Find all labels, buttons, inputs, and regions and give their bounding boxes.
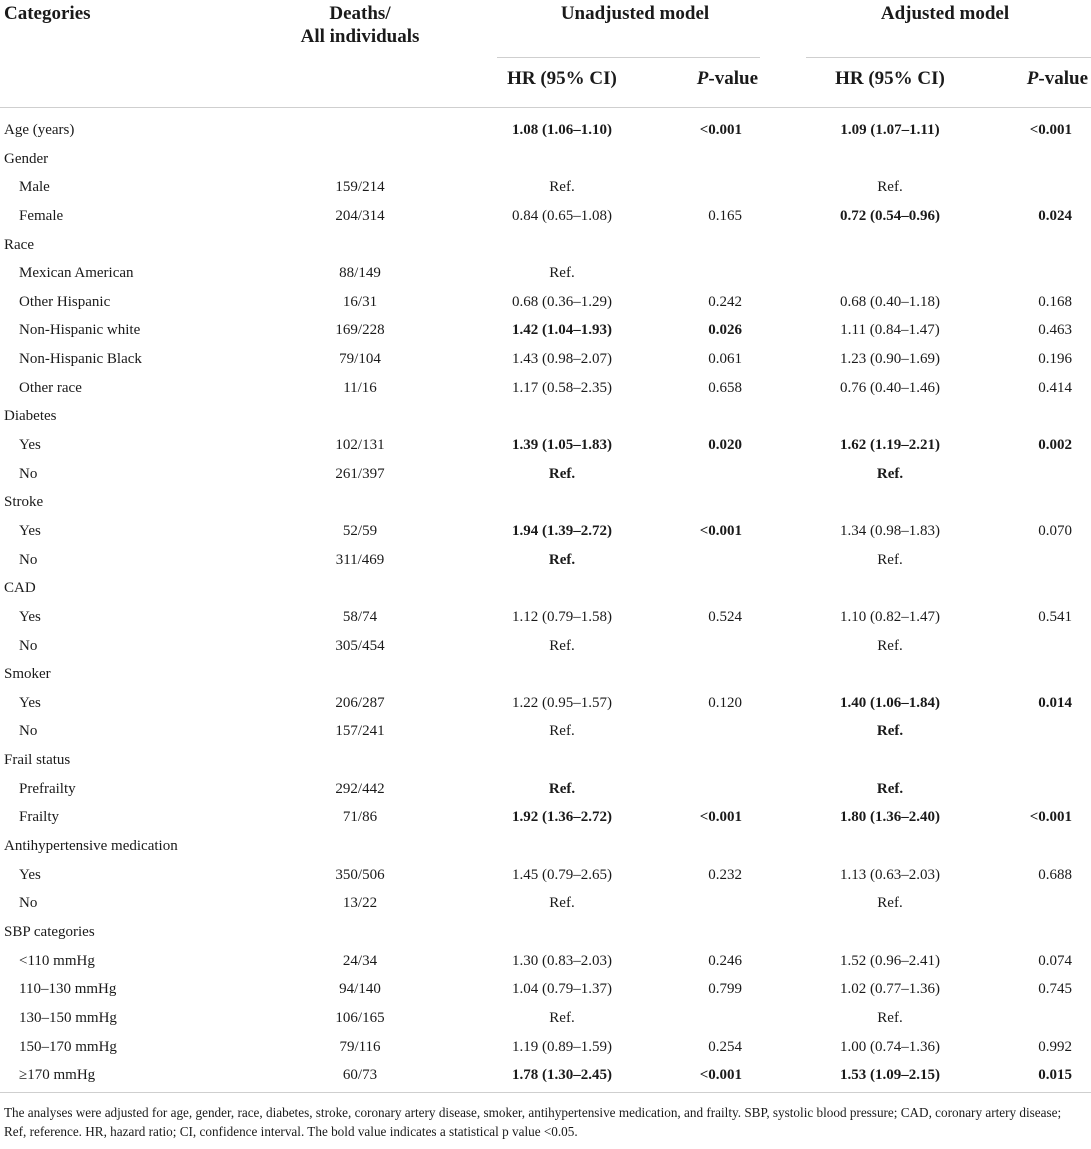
hr-adjusted-cell: 1.11 (0.84–1.47)	[840, 322, 940, 339]
deaths-cell: 16/31	[342, 293, 378, 310]
table-row	[0, 947, 1091, 976]
hr-unadjusted-cell: 1.45 (0.79–2.65)	[512, 866, 612, 883]
deaths-cell: 24/34	[342, 952, 378, 969]
table-row	[0, 431, 1091, 460]
pvalue-unadjusted-cell: 0.061	[708, 351, 742, 368]
pvalue-adjusted-cell: 0.541	[1038, 608, 1072, 625]
hr-unadjusted-cell: Ref.	[549, 265, 575, 282]
hr-unadjusted-cell: Ref.	[549, 637, 575, 654]
pvalue-adjusted-cell: 0.196	[1038, 351, 1072, 368]
hr-adjusted-cell: 1.02 (0.77–1.36)	[840, 981, 940, 998]
hr-unadjusted-cell: 1.04 (0.79–1.37)	[512, 981, 612, 998]
pvalue-unadjusted-cell: <0.001	[699, 809, 742, 826]
pvalue-adjusted-cell: <0.001	[1029, 122, 1072, 138]
deaths-cell: 350/506	[335, 866, 385, 883]
deaths-cell: 88/149	[339, 265, 381, 282]
hr-adjusted-cell: 1.40 (1.06–1.84)	[840, 694, 940, 711]
deaths-cell: 169/228	[335, 322, 385, 339]
hr-unadjusted-cell: 1.78 (1.30–2.45)	[512, 1067, 612, 1084]
table-row	[0, 918, 1091, 947]
row-label: Race	[4, 236, 34, 253]
pvalue-adjusted-cell: 0.463	[1038, 322, 1072, 339]
hr-unadjusted-cell: 1.17 (0.58–2.35)	[512, 379, 612, 396]
row-label: No	[19, 465, 38, 482]
deaths-cell: 102/131	[335, 437, 385, 454]
pvalue-unadjusted-cell: 0.254	[708, 1038, 742, 1055]
hr-unadjusted-cell: 1.12 (0.79–1.58)	[512, 608, 612, 625]
hr-adjusted-cell: 0.68 (0.40–1.18)	[840, 293, 940, 310]
deaths-cell: 292/442	[335, 780, 385, 797]
row-label: <110 mmHg	[19, 952, 95, 969]
row-label: Antihypertensive medication	[4, 838, 178, 855]
table-row	[0, 517, 1091, 546]
hr-unadjusted-cell: 1.19 (0.89–1.59)	[512, 1038, 612, 1055]
row-label: Smoker	[4, 666, 51, 683]
pvalue-unadjusted-cell: 0.246	[708, 952, 742, 969]
pvalue-adjusted-cell: 0.002	[1038, 437, 1072, 454]
table-row	[0, 202, 1091, 231]
row-label: Age (years)	[4, 122, 75, 138]
table-row	[0, 259, 1091, 288]
hr-unadjusted-cell: 1.92 (1.36–2.72)	[512, 809, 612, 826]
pvalue-unadjusted-cell: <0.001	[699, 522, 742, 539]
deaths-cell: 52/59	[342, 522, 378, 539]
row-label: ≥170 mmHg	[19, 1067, 96, 1084]
pvalue-unadjusted-cell: 0.120	[708, 694, 742, 711]
hr-adjusted-cell: Ref.	[876, 465, 904, 482]
hr-unadjusted-cell: Ref.	[548, 551, 576, 568]
hr-adjusted-cell: 0.76 (0.40–1.46)	[840, 379, 940, 396]
pvalue-adjusted-cell: 0.168	[1038, 293, 1072, 310]
hr-adjusted-cell: 1.62 (1.19–2.21)	[840, 437, 940, 454]
hr-adjusted-cell: Ref.	[877, 179, 903, 196]
deaths-cell: 71/86	[342, 809, 378, 826]
header-adjusted-model: Adjusted model	[880, 3, 1010, 24]
row-label: Mexican American	[19, 265, 134, 282]
row-label: Male	[19, 179, 50, 196]
row-label: Prefrailty	[19, 780, 76, 797]
pvalue-unadjusted-cell: 0.020	[708, 437, 742, 454]
header-divider-unadjusted	[497, 57, 760, 58]
row-label: Diabetes	[4, 408, 57, 425]
table-row	[0, 145, 1091, 174]
table-row	[0, 316, 1091, 345]
hr-adjusted-cell: Ref.	[876, 723, 904, 740]
hr-adjusted-cell: 1.80 (1.36–2.40)	[840, 809, 940, 826]
table-row	[0, 889, 1091, 918]
hr-unadjusted-cell: Ref.	[549, 895, 575, 912]
table-row	[0, 288, 1091, 317]
header-deaths	[285, 2, 435, 48]
deaths-cell: 311/469	[335, 551, 385, 568]
pvalue-unadjusted-cell: 0.242	[708, 293, 742, 310]
pvalue-unadjusted-cell: <0.001	[699, 1067, 742, 1084]
hr-unadjusted-cell: 1.22 (0.95–1.57)	[512, 694, 612, 711]
pvalue-unadjusted-cell: 0.165	[708, 207, 742, 224]
table-row	[0, 116, 1091, 145]
row-label: Yes	[19, 437, 41, 454]
table-row	[0, 574, 1091, 603]
hr-unadjusted-cell: 0.68 (0.36–1.29)	[512, 293, 612, 310]
row-label: 110–130 mmHg	[19, 981, 117, 998]
deaths-cell: 13/22	[342, 895, 378, 912]
deaths-cell: 79/116	[339, 1038, 381, 1055]
hr-adjusted-cell: 1.10 (0.82–1.47)	[840, 608, 940, 625]
row-label: Other race	[19, 379, 82, 396]
hr-adjusted-cell: Ref.	[877, 551, 903, 568]
row-label: No	[19, 895, 38, 912]
hr-adjusted-cell: 1.23 (0.90–1.69)	[840, 351, 940, 368]
hr-unadjusted-cell: 1.08 (1.06–1.10)	[512, 122, 612, 138]
hr-unadjusted-cell: 1.30 (0.83–2.03)	[512, 952, 612, 969]
hr-adjusted-cell: 1.09 (1.07–1.11)	[840, 122, 940, 138]
table-row	[0, 231, 1091, 260]
row-label: CAD	[4, 580, 36, 597]
table-row	[0, 717, 1091, 746]
deaths-cell: 305/454	[335, 637, 385, 654]
table-row	[0, 689, 1091, 718]
deaths-cell: 204/314	[335, 207, 385, 224]
pvalue-unadjusted-cell: 0.658	[708, 379, 742, 396]
row-label: Female	[19, 207, 64, 224]
row-label: Non-Hispanic white	[19, 322, 141, 339]
pvalue-unadjusted-cell: 0.799	[708, 981, 742, 998]
table-body	[0, 108, 1091, 1090]
table-row	[0, 603, 1091, 632]
row-label: Stroke	[4, 494, 44, 511]
header-p-letter: P	[1026, 68, 1039, 89]
row-label: 130–150 mmHg	[19, 1009, 117, 1026]
pvalue-unadjusted-cell: 0.232	[708, 866, 742, 883]
header-deaths-line1: Deaths/	[329, 3, 391, 24]
table-row	[0, 374, 1091, 403]
table-row	[0, 975, 1091, 1004]
hr-unadjusted-cell: Ref.	[548, 780, 576, 797]
pvalue-adjusted-cell: 0.992	[1038, 1038, 1072, 1055]
hr-unadjusted-cell: 0.84 (0.65–1.08)	[512, 207, 612, 224]
deaths-cell: 60/73	[342, 1067, 378, 1084]
header-categories: Categories	[4, 3, 91, 24]
deaths-cell: 11/16	[343, 379, 377, 396]
table-footnote: The analyses were adjusted for age, gender, race, diabetes, stroke, coronary artery disease, smoker, antihypertensive medication, and frailty. SBP, systolic blood pressure; CAD, coronary artery disease; Ref, reference. HR, hazard ratio; CI, confidence interval. The bold value indicates a statistical p value <0.05.	[4, 1105, 1062, 1139]
table-row	[0, 803, 1091, 832]
deaths-cell: 94/140	[339, 981, 381, 998]
hr-unadjusted-cell: Ref.	[548, 465, 576, 482]
table-row	[0, 402, 1091, 431]
hr-adjusted-cell: 1.13 (0.63–2.03)	[840, 866, 940, 883]
table-row	[0, 1004, 1091, 1033]
row-label: No	[19, 723, 38, 740]
row-label: Frailty	[19, 809, 59, 826]
hr-adjusted-cell: Ref.	[877, 1009, 903, 1026]
table-row	[0, 460, 1091, 489]
table-row	[0, 1033, 1091, 1062]
hr-adjusted-cell: 1.34 (0.98–1.83)	[840, 522, 940, 539]
pvalue-adjusted-cell: 0.414	[1038, 379, 1072, 396]
hr-adjusted-cell: Ref.	[876, 780, 904, 797]
deaths-cell: 157/241	[335, 723, 385, 740]
header-unadjusted-model: Unadjusted model	[560, 3, 710, 24]
pvalue-adjusted-cell: 0.688	[1038, 866, 1072, 883]
table-row	[0, 660, 1091, 689]
hr-unadjusted-cell: 1.43 (0.98–2.07)	[512, 351, 612, 368]
deaths-cell: 206/287	[335, 694, 385, 711]
pvalue-adjusted-cell: 0.015	[1038, 1067, 1072, 1084]
deaths-cell: 106/165	[335, 1009, 385, 1026]
hr-unadjusted-cell: Ref.	[549, 723, 575, 740]
pvalue-adjusted-cell: <0.001	[1029, 809, 1072, 826]
deaths-cell: 159/214	[335, 179, 385, 196]
row-label: Frail status	[4, 752, 71, 769]
pvalue-unadjusted-cell: <0.001	[699, 122, 742, 138]
hr-unadjusted-cell: 1.39 (1.05–1.83)	[512, 437, 612, 454]
row-label: No	[19, 551, 38, 568]
header-p-suffix: -value	[708, 68, 758, 89]
table-row	[0, 546, 1091, 575]
table-row	[0, 746, 1091, 775]
table-row	[0, 173, 1091, 202]
pvalue-adjusted-cell: 0.014	[1038, 694, 1072, 711]
table-row	[0, 775, 1091, 804]
row-label: 150–170 mmHg	[19, 1038, 117, 1055]
header-p-letter: P	[696, 68, 709, 89]
table-row	[0, 861, 1091, 890]
hr-adjusted-cell: 1.53 (1.09–2.15)	[840, 1067, 940, 1084]
row-label: Other Hispanic	[19, 293, 111, 310]
header-pvalue-unadjusted	[680, 67, 758, 90]
header-divider-adjusted	[806, 57, 1091, 58]
pvalue-adjusted-cell: 0.074	[1038, 952, 1072, 969]
row-label: Non-Hispanic Black	[19, 351, 142, 368]
table-row	[0, 345, 1091, 374]
pvalue-adjusted-cell: 0.745	[1038, 981, 1072, 998]
header-hr-adjusted: HR (95% CI)	[835, 68, 945, 89]
hr-adjusted-cell: 1.52 (0.96–2.41)	[840, 952, 940, 969]
pvalue-adjusted-cell: 0.024	[1038, 207, 1072, 224]
deaths-cell: 261/397	[335, 465, 385, 482]
row-label: SBP categories	[4, 923, 95, 940]
hr-unadjusted-cell: 1.42 (1.04–1.93)	[512, 322, 612, 339]
table-bottom-rule	[0, 1092, 1091, 1093]
pvalue-unadjusted-cell: 0.026	[708, 322, 742, 339]
header-p-suffix: -value	[1038, 68, 1088, 89]
pvalue-unadjusted-cell: 0.524	[708, 608, 742, 625]
pvalue-adjusted-cell: 0.070	[1038, 522, 1072, 539]
hr-unadjusted-cell: 1.94 (1.39–2.72)	[512, 522, 612, 539]
row-label: Yes	[19, 608, 41, 625]
deaths-cell: 79/104	[339, 351, 381, 368]
header-pvalue-adjusted	[1005, 67, 1088, 90]
header-deaths-line2: All individuals	[300, 26, 420, 47]
row-label: No	[19, 637, 38, 654]
table-row	[0, 832, 1091, 861]
hr-unadjusted-cell: Ref.	[549, 1009, 575, 1026]
table-row	[0, 1061, 1091, 1090]
deaths-cell: 58/74	[342, 608, 378, 625]
row-label: Yes	[19, 522, 41, 539]
table-row	[0, 632, 1091, 661]
hr-adjusted-cell: Ref.	[877, 637, 903, 654]
hr-adjusted-cell: Ref.	[877, 895, 903, 912]
row-label: Gender	[4, 150, 49, 167]
hr-adjusted-cell: 0.72 (0.54–0.96)	[840, 207, 940, 224]
hr-unadjusted-cell: Ref.	[549, 179, 575, 196]
hr-adjusted-cell: 1.00 (0.74–1.36)	[840, 1038, 940, 1055]
table-header	[0, 0, 1091, 108]
header-hr-unadjusted: HR (95% CI)	[507, 68, 617, 89]
row-label: Yes	[19, 694, 41, 711]
table-row	[0, 488, 1091, 517]
row-label: Yes	[19, 866, 41, 883]
